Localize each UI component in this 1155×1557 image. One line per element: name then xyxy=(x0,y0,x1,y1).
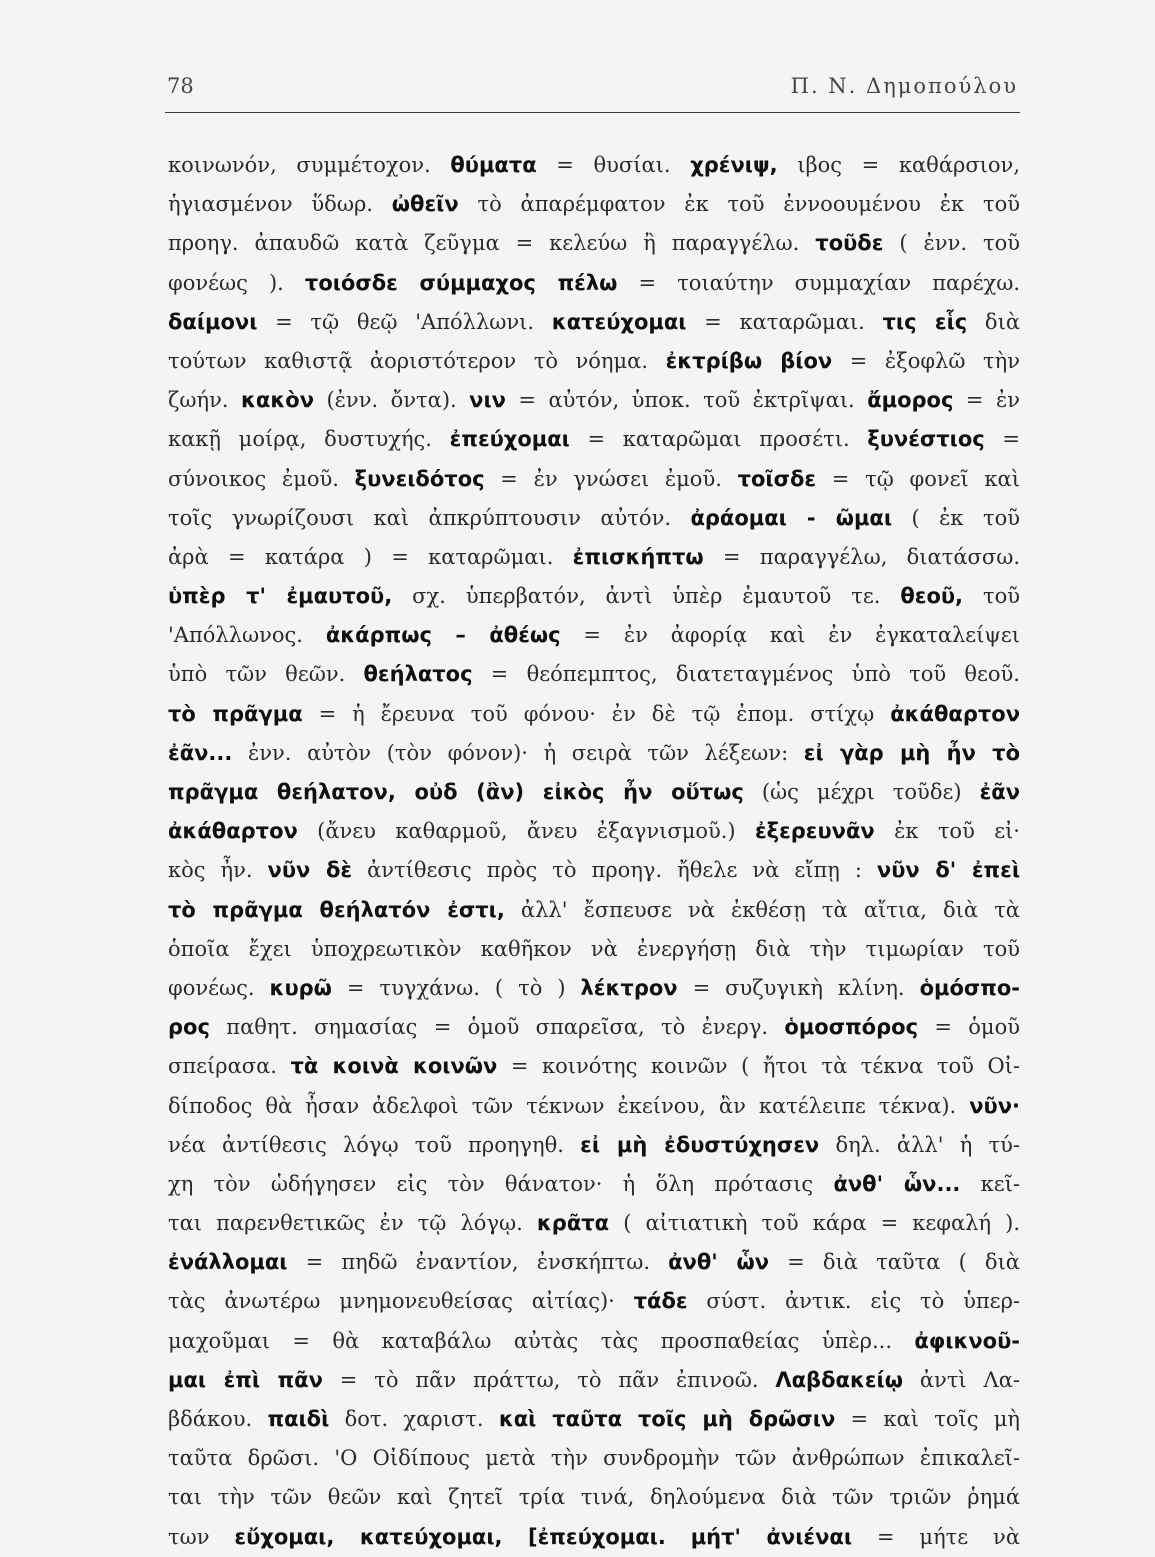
lemma-term: ἐᾶν... xyxy=(168,740,233,765)
lemma-term: νῦν δὲ xyxy=(267,858,353,883)
lemma-term: κρᾶτα xyxy=(536,1211,610,1236)
gloss-text: ἐνν. αὐτὸν (τὸν φόνον)· ἡ σειρὰ τῶν λέξεων: xyxy=(232,740,804,765)
gloss-text: = xyxy=(984,427,1020,452)
lemma-term: ἀφικνοῦ- xyxy=(914,1328,1020,1353)
lemma-term: θεήλατος xyxy=(363,662,473,687)
gloss-text: διὰ xyxy=(967,309,1020,334)
gloss-text: = διὰ ταῦτα ( διὰ xyxy=(769,1250,1020,1275)
gloss-text: κοινωνόν, συμμέτοχον. xyxy=(168,153,451,177)
gloss-text: ἡγιασμένον ὕδωρ. xyxy=(168,192,392,217)
gloss-text: = πηδῶ ἐναντίον, ἐνσκήπτω. xyxy=(287,1250,669,1275)
lemma-term: εἰ μὴ ἐδυστύχησεν xyxy=(580,1132,820,1157)
gloss-text: = ἐν ἀφορίᾳ καὶ ἐν ἐγκαταλείψει xyxy=(560,623,1020,648)
text-line xyxy=(168,1518,1020,1557)
gloss-text: σχ. ὑπερβατόν, ἀντὶ ὑπὲρ ἐμαυτοῦ τε. xyxy=(392,584,901,609)
text-line xyxy=(168,264,1020,303)
text-line xyxy=(168,1361,1020,1400)
lemma-term: ἄμορος xyxy=(867,388,954,413)
text-line xyxy=(168,420,1020,459)
gloss-text: = θυσίαι. xyxy=(536,153,691,177)
lemma-term: χρένιψ, xyxy=(690,153,778,177)
gloss-text: ( ἐνν. τοῦ xyxy=(883,231,1020,256)
lemma-term: ἀκάθαρτον xyxy=(168,819,298,844)
gloss-text: = τῷ θεῷ 'Απόλλωνι. xyxy=(257,309,552,334)
text-line xyxy=(168,1047,1020,1086)
gloss-text: = τοιαύτην συμμαχίαν παρέχω. xyxy=(617,270,1020,295)
text-line xyxy=(168,460,1020,499)
page-header xyxy=(165,72,1020,113)
gloss-text: ὑπὸ τῶν θεῶν. xyxy=(168,662,364,687)
lemma-term: τοῖσδε xyxy=(737,466,817,491)
text-line xyxy=(168,1008,1020,1047)
lemma-term: τὸ πρᾶγμα θεήλατόν ἐστι, xyxy=(168,897,505,922)
text-line xyxy=(168,1322,1020,1361)
gloss-text: σύνοικος ἐμοῦ. xyxy=(168,466,355,491)
lemma-term: εὔχομαι, κατεύχομαι, [ἐπεύχομαι. xyxy=(234,1524,666,1549)
lemma-term: τὰ κοινὰ κοινῶν xyxy=(290,1054,498,1079)
text-line xyxy=(168,616,1020,655)
text-line xyxy=(168,812,1020,851)
gloss-text: φονέως. xyxy=(168,975,270,1000)
gloss-text: ( ἐκ τοῦ xyxy=(892,505,1020,530)
text-line xyxy=(168,1282,1020,1321)
gloss-text: = κοινότης κοινῶν ( ἤτοι τὰ τέκνα τοῦ Οἰ- xyxy=(497,1054,1020,1079)
lemma-term: μήτ' ἀνιέναι xyxy=(690,1524,853,1549)
gloss-text: ἀντὶ Λα- xyxy=(903,1367,1020,1392)
lemma-term: λέκτρον xyxy=(580,975,678,1000)
gloss-text: = αὐτόν, ὑποκ. τοῦ ἐκτρῖψαι. xyxy=(505,388,868,413)
gloss-text: = τυγχάνω. ( τὸ ) xyxy=(331,975,581,1000)
lemma-term: τοιόσδε σύμμαχος πέλω xyxy=(304,270,618,295)
text-line xyxy=(168,381,1020,420)
lemma-term: ἐνάλλομαι xyxy=(168,1250,288,1275)
lemma-term: ὑπὲρ τ' ἐμαυτοῦ, xyxy=(168,584,393,609)
gloss-text: (ἄνευ καθαρμοῦ, ἄνευ ἐξαγνισμοῦ.) xyxy=(297,819,755,844)
text-line xyxy=(168,695,1020,734)
text-line xyxy=(168,185,1020,224)
text-line xyxy=(168,342,1020,381)
text-line xyxy=(168,1204,1020,1243)
gloss-text: τοῦ xyxy=(963,584,1020,609)
gloss-text: τὸ ἀπαρέμφατον ἐκ τοῦ ἐννοουμένου ἐκ τοῦ xyxy=(458,192,1020,217)
lemma-term: νιν xyxy=(469,388,506,413)
gloss-text: τοῖς γνωρίζουσι καὶ ἀπκρύπτουσιν αὐτόν. xyxy=(168,505,691,530)
gloss-text: (ἐνν. ὄντα). xyxy=(314,388,470,413)
gloss-text: ἐκ τοῦ εἰ· xyxy=(874,819,1020,844)
gloss-text: σύστ. ἀντικ. εἰς τὸ ὑπερ- xyxy=(687,1289,1020,1314)
lemma-term: νῦν· xyxy=(969,1093,1020,1118)
gloss-text: κεῖ- xyxy=(960,1171,1020,1196)
gloss-text: ὁποῖα ἔχει ὑποχρεωτικὸν καθῆκον νὰ ἐνεργήσῃ διὰ τὴν τιμωρίαν τοῦ xyxy=(168,936,1020,961)
lemma-term: παιδὶ xyxy=(267,1407,330,1431)
lemma-term: ἀράομαι - ῶμαι xyxy=(690,505,893,530)
text-line xyxy=(168,1243,1020,1282)
lemma-term: τις εἷς xyxy=(882,309,968,334)
text-line xyxy=(168,734,1020,773)
gloss-text: 'Απόλλωνος. xyxy=(168,623,326,648)
lemma-term: ὠθεῖν xyxy=(391,192,459,217)
lemma-term: ξυνειδότος xyxy=(354,466,485,491)
gloss-text: μαχοῦμαι = θὰ καταβάλω αὐτὰς τὰς προσπαθείας ὑπὲρ... xyxy=(168,1328,915,1353)
lemma-term: καὶ ταῦτα τοῖς μὴ δρῶσιν xyxy=(498,1407,836,1431)
gloss-text: = ὁμοῦ xyxy=(918,1015,1020,1040)
gloss-text: = καὶ τοῖς μὴ xyxy=(835,1407,1020,1431)
lemma-term: Λαβδακείῳ xyxy=(775,1367,903,1392)
gloss-text: παθητ. σημασίας = ὁμοῦ σπαρεῖσα, τὸ ἐνεργ. xyxy=(209,1015,785,1040)
gloss-text: = καταρῶμαι. xyxy=(686,309,883,334)
running-head: Π. Ν. Δημοπούλου xyxy=(790,74,1018,98)
lemma-term: ἀκάρπως – ἀθέως xyxy=(325,623,561,648)
lemma-term: τάδε xyxy=(633,1289,688,1314)
gloss-text: σπείρασα. xyxy=(168,1054,291,1079)
gloss-text: χη τὸν ὡδήγησεν εἰς τὸν θάνατον· ἡ ὅλη πρότασις xyxy=(168,1171,834,1196)
gloss-text xyxy=(666,1525,691,1549)
gloss-text: κακῇ μοίρᾳ, δυστυχής. xyxy=(168,427,450,452)
text-line xyxy=(168,1126,1020,1165)
lemma-term: τοῦδε xyxy=(815,231,884,256)
gloss-text: = τὸ πᾶν πράττω, τὸ πᾶν ἐπινοῶ. xyxy=(322,1367,776,1392)
lemma-term: θεοῦ, xyxy=(900,584,964,609)
lemma-term: ξυνέστιος xyxy=(867,427,985,452)
lemma-term: ἐπεύχομαι xyxy=(449,427,570,452)
gloss-text: ζωήν. xyxy=(168,388,241,413)
gloss-text: ται παρενθετικῶς ἐν τῷ λόγῳ. xyxy=(168,1211,537,1236)
lemma-term: θύματα xyxy=(450,153,537,177)
text-line xyxy=(168,577,1020,616)
gloss-text: = συζυγικὴ κλίνη. xyxy=(677,975,920,1000)
gloss-text: = καταρῶμαι προσέτι. xyxy=(569,427,868,452)
gloss-text: ἀρὰ = κατάρα ) = καταρῶμαι. xyxy=(168,544,573,569)
gloss-text: δίποδος θὰ ἦσαν ἀδελφοὶ τῶν τέκνων ἐκείνου, ἂν κατέλειπε τέκνα). xyxy=(168,1093,970,1118)
gloss-text: προηγ. ἀπαυδῶ κατὰ ζεῦγμα = κελεύω ἢ παραγγέλω. xyxy=(168,231,816,256)
gloss-text: ἀλλ' ἔσπευσε νὰ ἐκθέσῃ τὰ αἴτια, διὰ τὰ xyxy=(504,897,1020,922)
gloss-text: = ἐξοφλῶ τὴν xyxy=(832,348,1020,373)
text-line xyxy=(168,538,1020,577)
lemma-term: ἐκτρίβω βίον xyxy=(665,348,833,373)
commentary-text xyxy=(168,146,1020,1557)
gloss-text: = ἐν xyxy=(953,388,1020,413)
gloss-text: = ἐν γνώσει ἐμοῦ. xyxy=(484,466,738,491)
lemma-term: ἐᾶν xyxy=(979,780,1020,804)
text-line xyxy=(168,851,1020,890)
text-line xyxy=(168,969,1020,1008)
lemma-term: τὸ πρᾶγμα xyxy=(168,701,303,726)
gloss-text: δηλ. ἀλλ' ἡ τύ- xyxy=(819,1132,1020,1157)
gloss-text: νέα ἀντίθεσις λόγῳ τοῦ προηγηθ. xyxy=(168,1132,581,1157)
gloss-text: ( αἰτιατικὴ τοῦ κάρα = κεφαλή ). xyxy=(609,1211,1020,1236)
gloss-text: τούτων καθιστᾷ ἀοριστότερον τὸ νόημα. xyxy=(168,348,666,373)
page-number: 78 xyxy=(167,74,194,98)
lemma-term: ἐπισκήπτω xyxy=(572,544,704,569)
lemma-term: πρᾶγμα θεήλατον, οὐδ (ἂν) εἰκὸς ἦν οὕτως xyxy=(168,780,744,804)
lemma-term: ἀνθ' ὧν xyxy=(668,1250,770,1275)
lemma-term: ρος xyxy=(168,1015,210,1040)
gloss-text: ἀντίθεσις πρὸς τὸ προηγ. ἤθελε νὰ εἴπῃ : xyxy=(352,858,877,883)
gloss-text: = τῷ φονεῖ καὶ xyxy=(816,466,1020,491)
gloss-text: βδάκου. xyxy=(168,1407,268,1431)
gloss-text: = ἡ ἔρευνα τοῦ φόνου· ἐν δὲ τῷ ἐπομ. στίχῳ xyxy=(302,701,891,726)
lemma-term: νῦν δ' ἐπεὶ xyxy=(876,858,1020,883)
lemma-term: ὁμόσπο- xyxy=(919,975,1020,1000)
lemma-term: μαι ἐπὶ πᾶν xyxy=(168,1367,323,1392)
text-line xyxy=(168,1439,1020,1478)
lemma-term: κατεύχομαι xyxy=(551,309,687,334)
lemma-term: ἐξερευνᾶν xyxy=(754,819,875,844)
lemma-term: εἰ γὰρ μὴ ἦν τὸ xyxy=(803,740,1020,765)
text-line xyxy=(168,1478,1020,1517)
gloss-text: ιβος = καθάρσιον, xyxy=(777,153,1020,177)
gloss-text: (ὡς μέχρι τοῦδε) xyxy=(743,780,980,804)
lemma-term: δαίμονι xyxy=(168,309,258,334)
gloss-text: ταῦτα δρῶσι. 'Ο Οἰδίπους μετὰ τὴν συνδρομὴν τῶν ἀνθρώπων ἐπικαλεῖ- xyxy=(168,1446,1020,1471)
gloss-text: ται τὴν τῶν θεῶν καὶ ζητεῖ τρία τινά, δηλούμενα διὰ τῶν τριῶν ῥημά xyxy=(168,1485,1020,1510)
text-line xyxy=(168,1400,1020,1439)
text-line xyxy=(168,224,1020,263)
lemma-term: ὁμοσπόρος xyxy=(784,1015,919,1040)
text-line xyxy=(168,930,1020,969)
text-line xyxy=(168,773,1020,812)
text-line xyxy=(168,1165,1020,1204)
lemma-term: ἀκάθαρτον xyxy=(890,701,1020,726)
text-line xyxy=(168,303,1020,342)
gloss-text: = παραγγέλω, διατάσσω. xyxy=(703,544,1020,569)
lemma-term: ἀνθ' ὧν... xyxy=(833,1171,961,1196)
text-line xyxy=(168,655,1020,694)
text-line xyxy=(168,891,1020,930)
text-line xyxy=(168,1087,1020,1126)
gloss-text: των xyxy=(168,1524,235,1549)
gloss-text: κὸς ἦν. xyxy=(168,858,268,883)
text-line xyxy=(168,146,1020,185)
gloss-text: = μήτε νὰ xyxy=(852,1524,1020,1549)
gloss-text: φονέως ). xyxy=(168,270,305,295)
gloss-text: τὰς ἀνωτέρω μνημονευθείσας αἰτίας)· xyxy=(168,1289,634,1314)
gloss-text: = θεόπεμπτος, διατεταγμένος ὑπὸ τοῦ θεοῦ. xyxy=(472,662,1020,687)
text-line xyxy=(168,499,1020,538)
lemma-term: κυρῶ xyxy=(269,975,332,1000)
lemma-term: κακὸν xyxy=(241,388,314,413)
gloss-text: δοτ. χαριστ. xyxy=(329,1407,499,1431)
